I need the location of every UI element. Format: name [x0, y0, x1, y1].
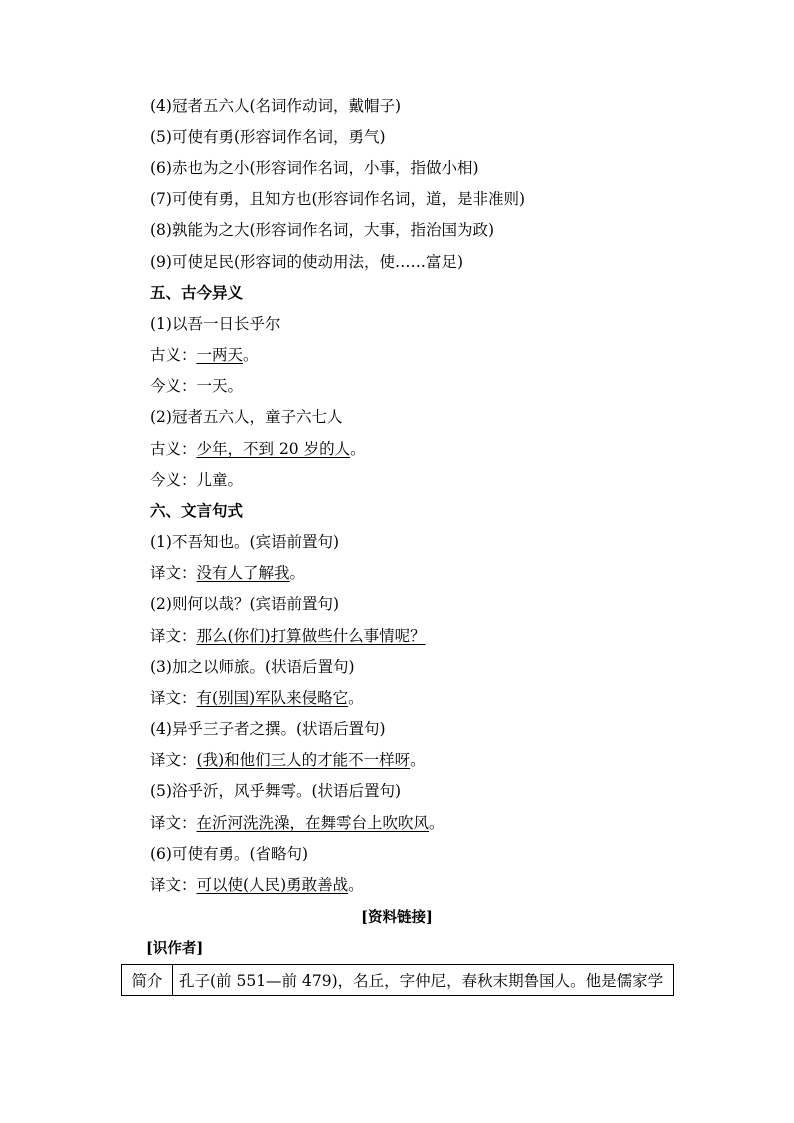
item-title: (2)冠者五六人，童子六七人 [150, 408, 343, 426]
old-meaning-line [150, 345, 259, 365]
sentence-title: (3)加之以师旅。(状语后置句) [150, 658, 355, 676]
new-meaning-line [150, 376, 243, 396]
table-row [122, 965, 674, 996]
new-meaning-value: 一天。 [196, 377, 244, 395]
translation-answer: 没有人了解我 [196, 564, 290, 582]
text-line: (8)孰能为之大(形容词作名词，大事，指治国为政) [150, 221, 495, 239]
old-meaning-label: 古义： [150, 440, 197, 458]
translation-label: 译文： [150, 876, 197, 894]
sentence-title: (4)异乎三子者之撰。(状语后置句) [150, 720, 386, 738]
punctuation: 。 [348, 689, 364, 707]
new-meaning-label: 今义： [150, 471, 197, 489]
translation-answer: 有(别国)军队来侵略它 [196, 689, 349, 707]
translation-answer: 在沂河洗洗澡，在舞雩台上吹吹风 [196, 814, 430, 832]
translation-line [150, 750, 426, 770]
punctuation: 。 [410, 751, 426, 769]
punctuation: 。 [289, 564, 306, 582]
translation-label: 译文： [150, 751, 197, 769]
sentence-title: (6)可使有勇。(省略句) [150, 845, 309, 863]
translation-line [150, 875, 364, 895]
translation-label: 译文： [150, 627, 197, 645]
translation-label: 译文： [150, 689, 197, 707]
text-line: (7)可使有勇，且知方也(形容词作名词，道，是非准则) [150, 190, 526, 208]
new-meaning-value: 儿童。 [196, 471, 244, 489]
old-meaning-answer: 一两天 [196, 346, 244, 364]
punctuation: 。 [243, 346, 259, 364]
section-heading-5: 五、古今异义 [150, 283, 244, 302]
author-intro-table [121, 964, 674, 996]
resource-link-heading: [资料链接] [361, 909, 433, 926]
old-meaning-line [150, 439, 366, 459]
sentence-title: (5)浴乎沂，风乎舞雩。(状语后置句) [150, 782, 402, 800]
translation-answer: 可以使(人民)勇敢善战 [196, 876, 349, 894]
intro-text-cell: 孔子(前 551—前 479)，名丘，字仲尼，春秋末期鲁国人。他是儒家学 [173, 965, 674, 996]
translation-line [150, 563, 305, 583]
new-meaning-line [150, 470, 243, 490]
translation-line [150, 626, 426, 646]
text-line: (9)可使足民(形容词的使动用法，使……富足) [150, 253, 464, 271]
punctuation: 。 [350, 440, 366, 458]
translation-label: 译文： [150, 564, 197, 582]
translation-line [150, 813, 445, 833]
punctuation: 。 [348, 876, 364, 894]
text-line: (4)冠者五六人(名词作动词，戴帽子) [150, 97, 402, 115]
punctuation: 。 [429, 814, 445, 832]
sentence-title: (1)不吾知也。(宾语前置句) [150, 533, 340, 551]
old-meaning-label: 古义： [150, 346, 197, 364]
intro-label-cell: 简介 [122, 965, 173, 996]
translation-answer: (我)和他们三人的才能不一样呀 [196, 751, 411, 769]
text-line: (5)可使有勇(形容词作名词，勇气) [150, 128, 386, 146]
item-title: (1)以吾一日长乎尔 [150, 315, 281, 333]
author-tag: [识作者] [146, 940, 204, 957]
translation-label: 译文： [150, 814, 197, 832]
old-meaning-answer: 少年，不到 20 岁的人 [196, 440, 351, 458]
text-line: (6)赤也为之小(形容词作名词，小事，指做小相) [150, 159, 479, 177]
sentence-title: (2)则何以哉？(宾语前置句) [150, 595, 340, 613]
translation-line [150, 688, 364, 708]
translation-answer: 那么(你们)打算做些什么事情呢？ [196, 627, 426, 645]
section-heading-6: 六、文言句式 [150, 501, 244, 520]
new-meaning-label: 今义： [150, 377, 197, 395]
